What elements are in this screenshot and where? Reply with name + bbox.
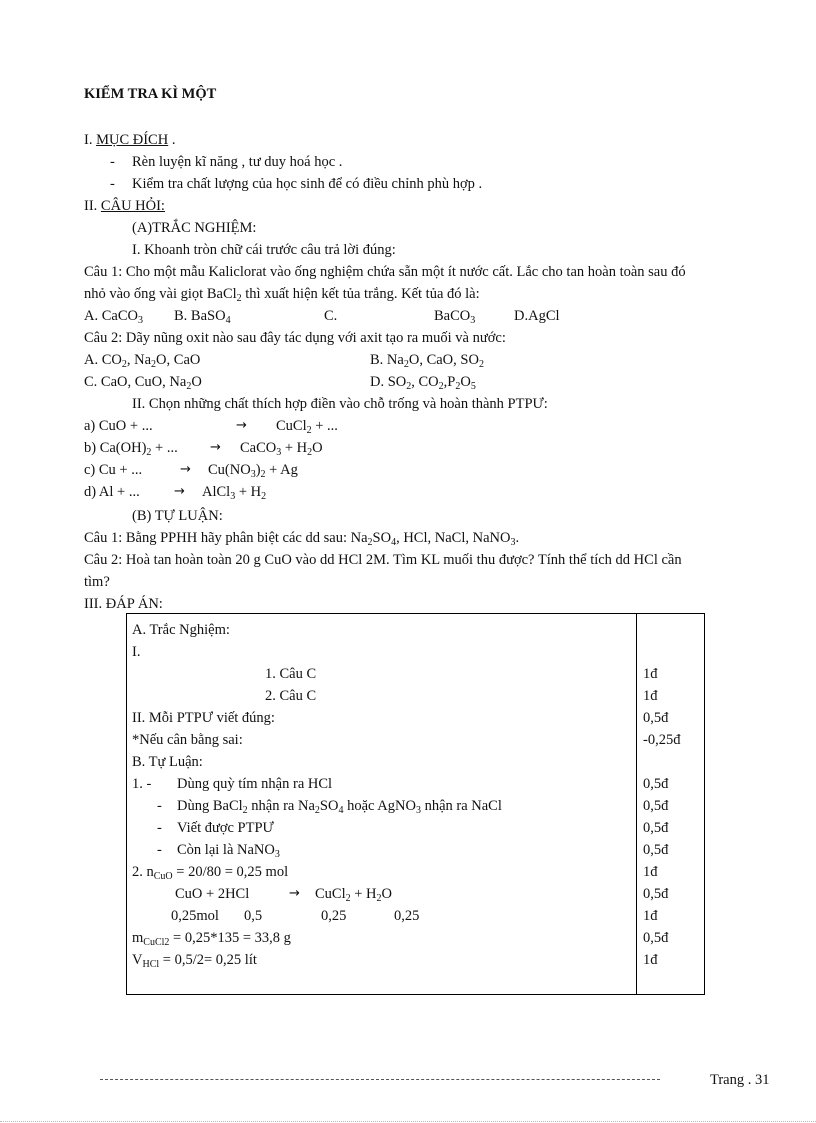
bullet-dash: - — [110, 154, 115, 170]
equation-c-right: $Cu(NO_3)_2 + Ag$ — [208, 462, 298, 480]
answer-points: 1đ — [643, 864, 658, 880]
answer-points: 0,5đ — [643, 776, 669, 792]
question-2: Câu 2: Dãy nũng oxit nào sau đây tác dụng với axit tạo ra muối và nước: — [84, 330, 506, 346]
answer-row-label: A. Trắc Nghiệm: — [132, 622, 230, 638]
essay-heading: (B) TỰ LUẬN: — [132, 508, 223, 524]
section-3-heading: III. ĐÁP ÁN: — [84, 596, 163, 612]
page-number: Trang . 31 — [710, 1072, 770, 1088]
equation-b-left: b) $Ca(OH)_2$ + ... — [84, 440, 178, 458]
answer-points: 1đ — [643, 688, 658, 704]
answer-row-label: 1. - — [132, 776, 152, 792]
q2-option-c: C. CaO, CuO, $Na_2O$ — [84, 374, 202, 392]
page-title: KIỂM TRA KÌ MỘT — [84, 86, 217, 102]
q1-option-a: A. CaCO$_3$ — [84, 308, 143, 326]
answer-row-label: Dùng BaCl$_2$ nhận ra $Na_2SO_4$ hoặc AgNO$_3$ nhận ra NaCl — [177, 798, 502, 816]
arrow-icon: → — [174, 484, 185, 499]
answer-points: 0,5đ — [643, 798, 669, 814]
q2-option-a: A. $CO_2$, $Na_2O$, CaO — [84, 352, 201, 370]
mole-value: 0,25 — [321, 908, 347, 924]
essay-question-2-line-2: tìm? — [84, 574, 110, 590]
answer-table — [126, 613, 705, 995]
answer-row-label: *Nếu cân bằng sai: — [132, 732, 243, 748]
section-2-heading: II. CÂU HỎI: — [84, 198, 165, 214]
answer-points: 1đ — [643, 952, 658, 968]
q1-option-c-answer: BaCO$_3$ — [434, 308, 476, 326]
bullet-dash: - — [157, 798, 162, 814]
answer-points: 1đ — [643, 666, 658, 682]
answer-row-label: II. Mỗi PTPƯ viết đúng: — [132, 710, 275, 726]
q2-option-d: D. $SO_2$, $CO_2,P_2O_5$ — [370, 374, 476, 392]
equation-d-left: d) Al + ... — [84, 484, 140, 500]
equation-a-right: CuCl$_2$ + ... — [276, 418, 338, 436]
q2-option-b: B. $Na_2O$, CaO, $SO_2$ — [370, 352, 484, 370]
q1-option-d: D.AgCl — [514, 308, 560, 324]
purpose-item-1: Rèn luyện kĩ năng , tư duy hoá học . — [132, 154, 343, 170]
answer-points: 1đ — [643, 908, 658, 924]
answer-row-label: 2. $n_{CuO} = 20/80 = 0,25$ mol — [132, 864, 289, 882]
q1-option-b: B. BaSO$_4$ — [174, 308, 231, 326]
question-1-line-1: Câu 1: Cho một mẫu Kaliclorat vào ống nghiệm chứa sẵn một ít nước cất. Lắc cho tan hoàn toàn sau đó — [84, 264, 686, 280]
answer-points: 0,5đ — [643, 930, 669, 946]
answer-row-label: Còn lại là NaNO$_3$ — [177, 842, 280, 860]
answer-equation-left: CuO + 2HCl — [175, 886, 250, 902]
answer-row-label: Dùng quỳ tím nhận ra HCl — [177, 776, 333, 792]
essay-question-2-line-1: Câu 2: Hoà tan hoàn toàn 20 g CuO vào dd HCl 2M. Tìm KL muối thu được? Tính thể tích dd HCl cần — [84, 552, 682, 568]
equation-b-right: CaCO$_3$ + $H_2O$ — [240, 440, 323, 458]
answer-points: -0,25đ — [643, 732, 681, 748]
equation-c-left: c) Cu + ... — [84, 462, 143, 478]
answer-row-label: $m_{CuCl2} = 0,25*135 = 33,8$ g — [132, 930, 291, 948]
answer-points: 0,5đ — [643, 710, 669, 726]
multiple-choice-heading: (A)TRẮC NGHIỆM: — [132, 220, 257, 236]
bullet-dash: - — [157, 820, 162, 836]
answer-row-label: 2. Câu C — [265, 688, 317, 704]
mole-value: 0,25mol — [171, 908, 219, 924]
arrow-icon: → — [210, 440, 221, 455]
arrow-icon: → — [289, 886, 300, 901]
answer-row-label: I. — [132, 644, 141, 660]
bullet-dash: - — [157, 842, 162, 858]
purpose-item-2: Kiểm tra chất lượng của học sinh để có điều chỉnh phù hợp . — [132, 176, 483, 192]
answer-row-label: Viết được PTPƯ — [177, 820, 274, 836]
answer-points: 0,5đ — [643, 820, 669, 836]
section-1-heading: I. MỤC ĐÍCH . — [84, 132, 176, 148]
answer-points: 0,5đ — [643, 842, 669, 858]
part-2-instruction: II. Chọn những chất thích hợp điền vào chỗ trống và hoàn thành PTPƯ: — [132, 396, 548, 412]
part-1-instruction: I. Khoanh tròn chữ cái trước câu trả lời đúng: — [132, 242, 396, 258]
page-bottom-edge — [0, 1121, 816, 1122]
question-1-line-2: nhỏ vào ống vài giọt BaCl$_2$ thì xuất hiện kết tủa trắng. Kết tủa đó là: — [84, 286, 480, 304]
equation-a-left: a) CuO + ... — [84, 418, 153, 434]
bullet-dash: - — [110, 176, 115, 192]
arrow-icon: → — [180, 462, 191, 477]
answer-row-label: B. Tự Luận: — [132, 754, 203, 770]
answer-row-label: $V_{HCl} = 0,5/2= 0,25$ lít — [132, 952, 257, 970]
answer-row-label: 1. Câu C — [265, 666, 317, 682]
answer-points: 0,5đ — [643, 886, 669, 902]
answer-equation-right: CuCl$_2$ + $H_2O$ — [315, 886, 393, 904]
column-divider — [636, 614, 637, 994]
essay-question-1: Câu 1: Bằng PPHH hãy phân biệt các dd sau: $Na_2SO_4$, HCl, NaCl, NaNO$_3$. — [84, 530, 520, 548]
equation-d-right: AlCl$_3$ + $H_2$ — [202, 484, 267, 502]
mole-value: 0,5 — [244, 908, 263, 924]
footer-divider — [100, 1079, 660, 1080]
q1-option-c: C. — [324, 308, 338, 324]
arrow-icon: → — [236, 418, 247, 433]
mole-value: 0,25 — [394, 908, 420, 924]
